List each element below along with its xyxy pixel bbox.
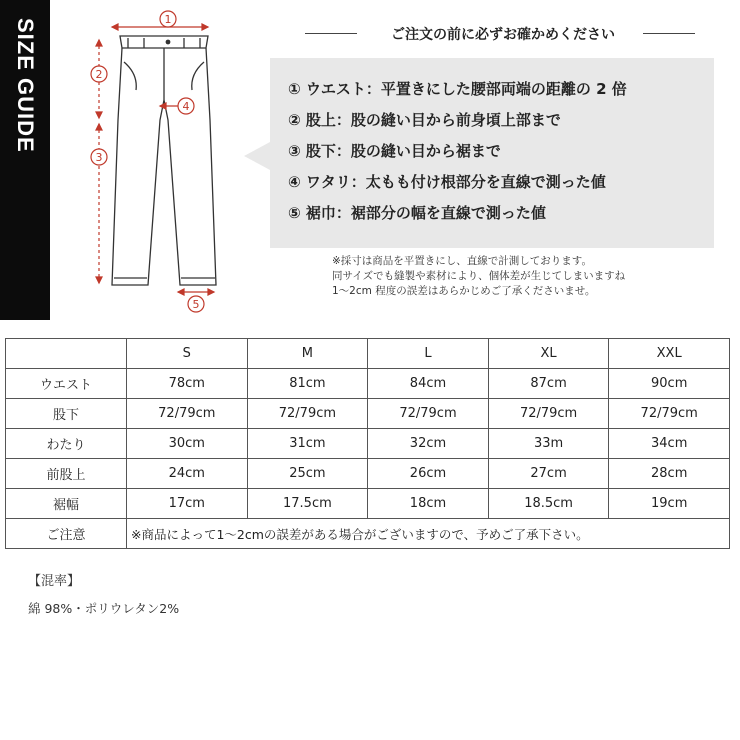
table-cell: 90cm: [609, 369, 730, 399]
definition-box-pointer: [244, 142, 270, 170]
size-header: XXL: [609, 339, 730, 369]
table-cell: 32cm: [368, 429, 489, 459]
definition-hem: ⑤ 裾巾：裾部分の幅を直線で測った値: [288, 204, 546, 222]
table-cell: 72/79cm: [488, 399, 609, 429]
notice-row-text: ※商品によって1〜2cmの誤差がある場合がございますので、予めご了承下さい。: [127, 519, 730, 549]
table-cell: 72/79cm: [247, 399, 368, 429]
size-table: [5, 338, 730, 549]
table-row: [6, 459, 730, 489]
notice-heading-row: [305, 22, 695, 44]
size-header: L: [368, 339, 489, 369]
note-line: 1〜2cm 程度の誤差はあらかじめご了承くださいませ。: [332, 285, 596, 297]
notice-row-label: ご注意: [6, 519, 127, 549]
table-row: [6, 369, 730, 399]
table-cell: 19cm: [609, 489, 730, 519]
table-cell: 84cm: [368, 369, 489, 399]
table-cell: 34cm: [609, 429, 730, 459]
table-cell: 18.5cm: [488, 489, 609, 519]
table-cell: 17cm: [127, 489, 248, 519]
table-corner-cell: [6, 339, 127, 369]
size-guide-title: SIZE GUIDE: [13, 18, 38, 153]
size-header: S: [127, 339, 248, 369]
row-label: ウエスト: [6, 369, 127, 399]
row-label: 前股上: [6, 459, 127, 489]
table-cell: 33m: [488, 429, 609, 459]
marker-3: 3: [95, 151, 103, 164]
definition-inseam: ③ 股下：股の縫い目から裾まで: [288, 142, 501, 160]
table-row: [6, 429, 730, 459]
table-cell: 78cm: [127, 369, 248, 399]
size-guide-banner: [0, 0, 50, 320]
pants-diagram: [80, 0, 250, 320]
note-line: 同サイズでも縫製や素材により、個体差が生じてしまいますね: [332, 270, 626, 282]
notice-heading: ご注文の前に必ずお確かめください: [391, 27, 615, 43]
table-cell: 72/79cm: [127, 399, 248, 429]
definition-list: [288, 74, 627, 229]
material-heading: 【混率】: [28, 574, 81, 589]
row-label: 裾幅: [6, 489, 127, 519]
definition-thigh: ④ ワタリ：太もも付け根部分を直線で測った値: [288, 173, 606, 191]
definition-waist: ① ウエスト：平置きにした腰部両端の距離の 2 倍: [288, 80, 627, 98]
table-cell: 30cm: [127, 429, 248, 459]
pants-illustration: [80, 0, 250, 320]
table-cell: 26cm: [368, 459, 489, 489]
table-notice-row: [6, 519, 730, 549]
table-cell: 87cm: [488, 369, 609, 399]
heading-rule-right: [643, 33, 695, 34]
table-cell: 81cm: [247, 369, 368, 399]
table-cell: 72/79cm: [368, 399, 489, 429]
measurement-notes: [332, 254, 625, 299]
table-cell: 27cm: [488, 459, 609, 489]
definition-rise: ② 股上：股の縫い目から前身頃上部まで: [288, 111, 561, 129]
table-cell: 18cm: [368, 489, 489, 519]
marker-2: 2: [95, 68, 103, 81]
marker-5: 5: [192, 298, 200, 311]
marker-4: 4: [182, 100, 190, 113]
material-value: 綿 98%・ポリウレタン2%: [28, 601, 180, 616]
heading-rule-left: [305, 33, 357, 34]
table-row: [6, 489, 730, 519]
table-cell: 72/79cm: [609, 399, 730, 429]
size-header: M: [247, 339, 368, 369]
table-cell: 25cm: [247, 459, 368, 489]
table-cell: 31cm: [247, 429, 368, 459]
row-label: わたり: [6, 429, 127, 459]
row-label: 股下: [6, 399, 127, 429]
table-cell: 28cm: [609, 459, 730, 489]
note-line: ※採寸は商品を平置きにし、直線で計測しております。: [332, 255, 592, 267]
marker-1: 1: [164, 13, 172, 26]
table-cell: 24cm: [127, 459, 248, 489]
table-cell: 17.5cm: [247, 489, 368, 519]
table-row: [6, 399, 730, 429]
size-header: XL: [488, 339, 609, 369]
table-header-row: [6, 339, 730, 369]
